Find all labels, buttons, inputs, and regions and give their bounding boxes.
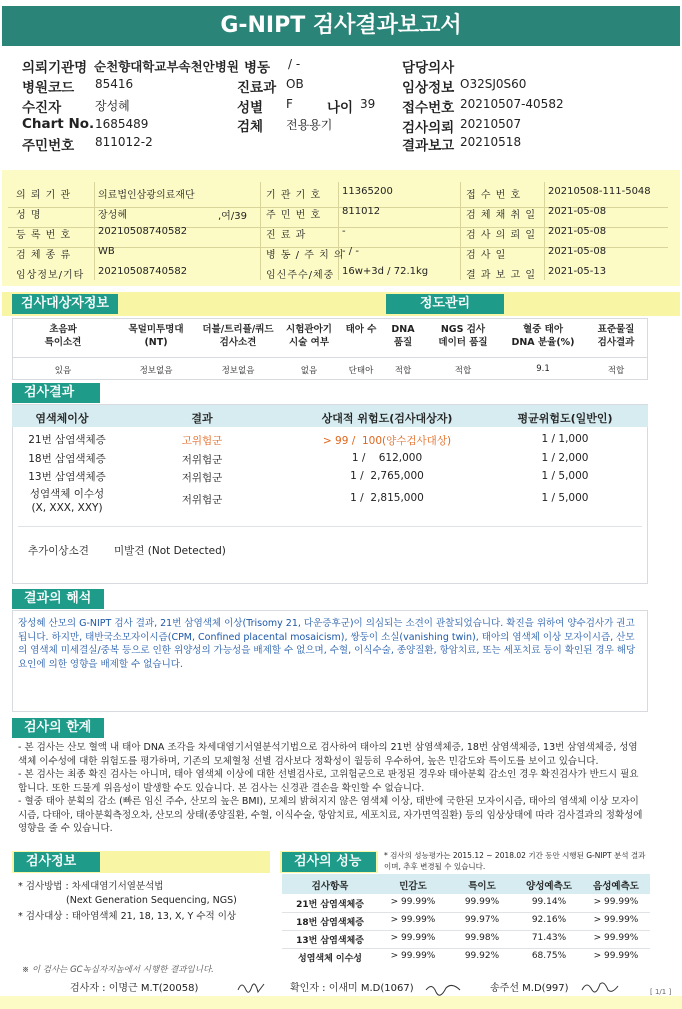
- subject-value: 9.1: [536, 364, 550, 374]
- performance-header: 음성예측도: [593, 881, 639, 892]
- subject-header: 초음파 특이소견: [44, 324, 82, 348]
- sex-value: F: [286, 97, 293, 111]
- relative-risk: 1 / 612,000: [351, 452, 423, 464]
- subject-value: 적합: [454, 366, 472, 376]
- info-value: WB: [98, 246, 115, 257]
- results-header: 평균위험도(일반인): [517, 412, 613, 425]
- subject-header: DNA 품질: [391, 324, 415, 348]
- test-target: * 검사대상 : 태아염색체 21, 18, 13, X, Y 수적 이상: [18, 911, 237, 922]
- risk-result: 저위험군: [181, 454, 223, 466]
- report-title: G-NIPT 검사결과보고서: [2, 6, 680, 46]
- info-label: 병 동 / 주 치 의: [266, 250, 345, 261]
- specimen-value: 전용용기: [286, 118, 333, 132]
- info-label: 검 사 일: [466, 250, 507, 261]
- performance-item: 성염색체 이수성: [298, 954, 362, 964]
- limit-item: - 본 검사는 산모 혈액 내 태아 DNA 조각을 차세대염기서열분석기법으로 검사하여 태아의 21번 삼염색체증, 18번 삼염색체증, 13번 삼염색체증, 성염색체 이수성에 대한 위험도를 평가하며, 기존의 모체혈청 선별 검사보다 정확성이 월등히 우수하여, 높은 민감도와 특이도를 보이고 있습니다.: [18, 742, 638, 767]
- extra-findings-label: 추가이상소견: [28, 545, 89, 557]
- performance-value: > 99.99%: [593, 951, 639, 961]
- subject-value: 정보없음: [221, 366, 255, 376]
- limits-list: [18, 741, 646, 836]
- limit-item: - 본 검사는 최종 확진 검사는 아니며, 태아 염색체 이상에 대한 선별검사로, 고위험군으로 판정된 경우와 태아분획 감소인 경우 확진검사가 반드시 필요합니다. 또한 드물게 위음성이 발생할 수도 있습니다. 본 검사는 신경관 결손을 확인할 수 없습니다.: [18, 769, 639, 794]
- info-value: -: [342, 226, 346, 237]
- chromosome-name: 성염색체 이수성 (X, XXX, XXY): [29, 488, 105, 514]
- clinical-label: 임상정보: [402, 80, 455, 96]
- performance-item: 13번 삼염색체증: [296, 936, 364, 946]
- relative-risk: 1 / 2,815,000: [350, 492, 424, 504]
- report-header: [0, 54, 682, 154]
- performance-value: > 99.99%: [390, 897, 436, 907]
- age-label: 나이: [327, 100, 354, 116]
- subject-value: 없음: [300, 366, 318, 376]
- chart-label: Chart No.: [22, 116, 95, 132]
- performance-tab: 검사의 성능: [282, 852, 376, 872]
- performance-value: 71.43%: [531, 933, 567, 943]
- performance-value: > 99.99%: [390, 933, 436, 943]
- chart-value: 1685489: [95, 117, 149, 131]
- performance-header: 검사항목: [311, 881, 349, 892]
- interpretation-text: 장성혜 산모의 G-NIPT 검사 결과, 21번 삼염색체 이상(Trisomy 21, 다운증후군)이 의심되는 소견이 관찰되었습니다. 확진을 위하여 양수검사가 권고됩니다. 하지만, 태반국소모자이시즘(CPM, Confined placental mosaicism), 쌍둥이 소실(vanishing twin), 태아의 염색체 이상 모자이시즘, 산모의 염색체 미세결실/중복 등으로 인한 위양성의 가능성을 배제할 수 없으며, 수혈, 이식수술, 종양질환, 항암치료, 또는 세포치료 등이 확인된 경우 해당 요인에 의한 영향을 배제할 수 없습니다.: [18, 618, 636, 670]
- results-tab: 검사결과: [12, 383, 100, 403]
- performance-value: 92.16%: [531, 915, 567, 925]
- performance-value: 68.75%: [531, 951, 567, 961]
- info-value: 20210508740582: [98, 266, 188, 277]
- chromosome-name: 18번 삼염색체증: [28, 453, 106, 465]
- ward-label: 병동: [244, 60, 271, 76]
- risk-result: 저위험군: [181, 494, 223, 506]
- info-value: - / -: [342, 246, 359, 257]
- info-value: 2021-05-08: [548, 226, 607, 237]
- performance-header: 특이도: [468, 881, 496, 892]
- row-divider: [282, 912, 650, 913]
- subject-header: 표준물질 검사결과: [597, 324, 635, 348]
- report-date-label: 결과보고: [402, 138, 455, 154]
- subject-header: 더블/트리플/쿼드 검사소견: [202, 324, 274, 348]
- qc-tab: 정도관리: [386, 294, 504, 314]
- hospital-value: 순천향대학교부속천안병원: [94, 59, 239, 74]
- subject-table: [12, 318, 648, 380]
- examiner-signature: [236, 978, 266, 996]
- performance-value: > 99.99%: [390, 951, 436, 961]
- receipt-value: 20210507-40582: [460, 97, 564, 111]
- performance-value: > 99.99%: [593, 915, 639, 925]
- results-header: 결과: [191, 412, 213, 425]
- subject-value: 있음: [54, 366, 72, 376]
- average-risk: 1 / 1,000: [541, 433, 589, 445]
- performance-value: 99.14%: [531, 897, 567, 907]
- average-risk: 1 / 5,000: [541, 492, 589, 504]
- ward-value: / -: [288, 57, 301, 71]
- performance-item: 18번 삼염색체증: [296, 918, 364, 928]
- row-divider: [282, 930, 650, 931]
- confirmer-signature: [424, 980, 464, 996]
- performance-value: 99.97%: [464, 915, 500, 925]
- performance-value: 99.92%: [464, 951, 500, 961]
- info-label: 등 록 번 호: [16, 230, 72, 241]
- info-label: 주 민 번 호: [266, 210, 322, 221]
- subject-value: 정보없음: [139, 366, 173, 376]
- info-value: 의료법인삼광의료재단: [98, 190, 195, 201]
- info-label: 성 명: [16, 210, 42, 221]
- subject-value: 적합: [607, 366, 625, 376]
- specimen-label: 검체: [237, 119, 264, 135]
- lab-info-box: [2, 170, 680, 286]
- subject-header: 시험관아기 시술 여부: [286, 324, 332, 348]
- test-method-line1: * 검사방법 : 차세대염기서열분석법: [18, 881, 164, 892]
- performance-header: 양성예측도: [526, 881, 572, 892]
- subject-value: 단태아: [348, 366, 374, 376]
- info-value: 20210508-111-5048: [548, 186, 651, 197]
- info-label: 검 체 종 류: [16, 250, 72, 261]
- info-value: 11365200: [342, 186, 393, 197]
- relative-risk: 1 / 2,765,000: [350, 470, 424, 482]
- info-label: 진 료 과: [266, 230, 307, 241]
- hospital-label: 의뢰기관명: [22, 60, 88, 76]
- info-label: 의 뢰 기 관: [16, 190, 72, 201]
- performance-item: 21번 삼염색체증: [296, 900, 364, 910]
- subject-header: NGS 검사 데이터 품질: [438, 324, 488, 348]
- risk-result: 저위험군: [181, 472, 223, 484]
- info-value: 2021-05-13: [548, 266, 607, 277]
- doctor-signature: [580, 978, 620, 996]
- patient-value: 장성혜: [95, 99, 130, 113]
- info-value: 811012: [342, 206, 381, 217]
- page-number: [ 1/1 ]: [650, 988, 672, 996]
- performance-header: 민감도: [399, 881, 427, 892]
- dept-value: OB: [286, 77, 304, 91]
- subject-header: 혈중 태아 DNA 분율(%): [511, 324, 575, 348]
- sex-label: 성별: [237, 100, 264, 116]
- subject-info-tab: 검사대상자정보: [12, 294, 118, 314]
- limit-item: - 혈중 태아 분획의 감소 (빠른 임신 주수, 산모의 높은 BMI), 모체의 밝혀지지 않은 염색체 이상, 태반에 국한된 모자이시즘, 태아의 염색체 이상 모자이시즘, 다태아, 태아분획측정오차, 산모의 상태(종양질환, 수혈, 이식수술, 항암치료, 세포치료, 자가면역질환) 등의 임상상태에 따라 검사결과의 정확성에 영향을 줄 수 있습니다.: [18, 796, 643, 834]
- results-header: 염색체이상: [35, 412, 89, 425]
- chromosome-name: 21번 삼염색체증: [28, 434, 106, 446]
- performance-value: > 99.99%: [390, 915, 436, 925]
- info-value: 16w+3d / 72.1kg: [342, 266, 429, 277]
- relative-risk: > 99 / 100(양수검사대상): [322, 435, 452, 447]
- info-label: 검 체 채 취 일: [466, 210, 537, 221]
- performance-note: * 검사의 성능평가는 2015.12 ~ 2018.02 기간 동안 시행된 G-NIPT 분석 결과이며, 추후 변경될 수 있습니다.: [384, 851, 646, 871]
- results-header: 상대적 위험도(검사대상자): [321, 412, 453, 425]
- subject-header: 목덜미투명대 (NT): [128, 324, 184, 348]
- info-value: 2021-05-08: [548, 246, 607, 257]
- subject-header: 태아 수: [345, 324, 377, 335]
- performance-value: 99.99%: [464, 897, 500, 907]
- clinical-value: O32SJ0S60: [460, 77, 527, 91]
- id-label: 주민번호: [22, 138, 75, 154]
- performance-value: > 99.99%: [593, 897, 639, 907]
- request-label: 검사의뢰: [402, 120, 455, 136]
- test-method-line2: (Next Generation Sequencing, NGS): [66, 895, 237, 906]
- receipt-label: 접수번호: [402, 100, 455, 116]
- info-value: 장성혜: [98, 210, 127, 221]
- test-info-tab: 검사정보: [14, 852, 100, 872]
- info-label: 접 수 번 호: [466, 190, 522, 201]
- risk-result: 고위험군: [181, 435, 223, 447]
- age-value: 39: [360, 97, 376, 111]
- examiner-sign: 검사자 : 이명근 M.T(20058): [70, 983, 199, 994]
- info-label: 임상정보/기타: [16, 270, 85, 281]
- performance-value: > 99.99%: [593, 933, 639, 943]
- info-label: 기 관 기 호: [266, 190, 322, 201]
- footer-strip: [0, 996, 682, 1009]
- info-label: 결 과 보 고 일: [466, 270, 537, 281]
- info-value: 2021-05-08: [548, 206, 607, 217]
- limits-tab: 검사의 한계: [12, 718, 104, 738]
- doctor-label: 담당의사: [402, 60, 455, 76]
- doctor-sign: 송주선 M.D(997): [490, 983, 569, 994]
- extra-findings-value: 미발견 (Not Detected): [114, 545, 226, 557]
- confirmer-sign: 확인자 : 이새미 M.D(1067): [290, 983, 414, 994]
- chromosome-name: 13번 삼염색체증: [28, 471, 106, 483]
- average-risk: 1 / 2,000: [541, 452, 589, 464]
- code-value: 85416: [95, 77, 134, 91]
- code-label: 병원코드: [22, 80, 75, 96]
- interpretation-tab: 결과의 해석: [12, 589, 104, 609]
- dept-label: 진료과: [237, 80, 277, 96]
- performance-value: 99.98%: [464, 933, 500, 943]
- sex-age-value: ,여/39: [218, 211, 247, 222]
- info-label: 검 사 의 뢰 일: [466, 230, 537, 241]
- footer-note: ※ 이 검사는 GC녹십자지놈에서 시행한 결과입니다.: [22, 965, 214, 975]
- report-date-value: 20210518: [460, 135, 522, 149]
- row-divider: [282, 948, 650, 949]
- info-label: 임신주수/체중: [266, 270, 335, 281]
- subject-value: 적합: [394, 366, 412, 376]
- average-risk: 1 / 5,000: [541, 470, 589, 482]
- id-value: 811012-2: [95, 135, 153, 149]
- request-value: 20210507: [460, 117, 522, 131]
- patient-label: 수진자: [22, 100, 62, 116]
- info-value: 20210508740582: [98, 226, 188, 237]
